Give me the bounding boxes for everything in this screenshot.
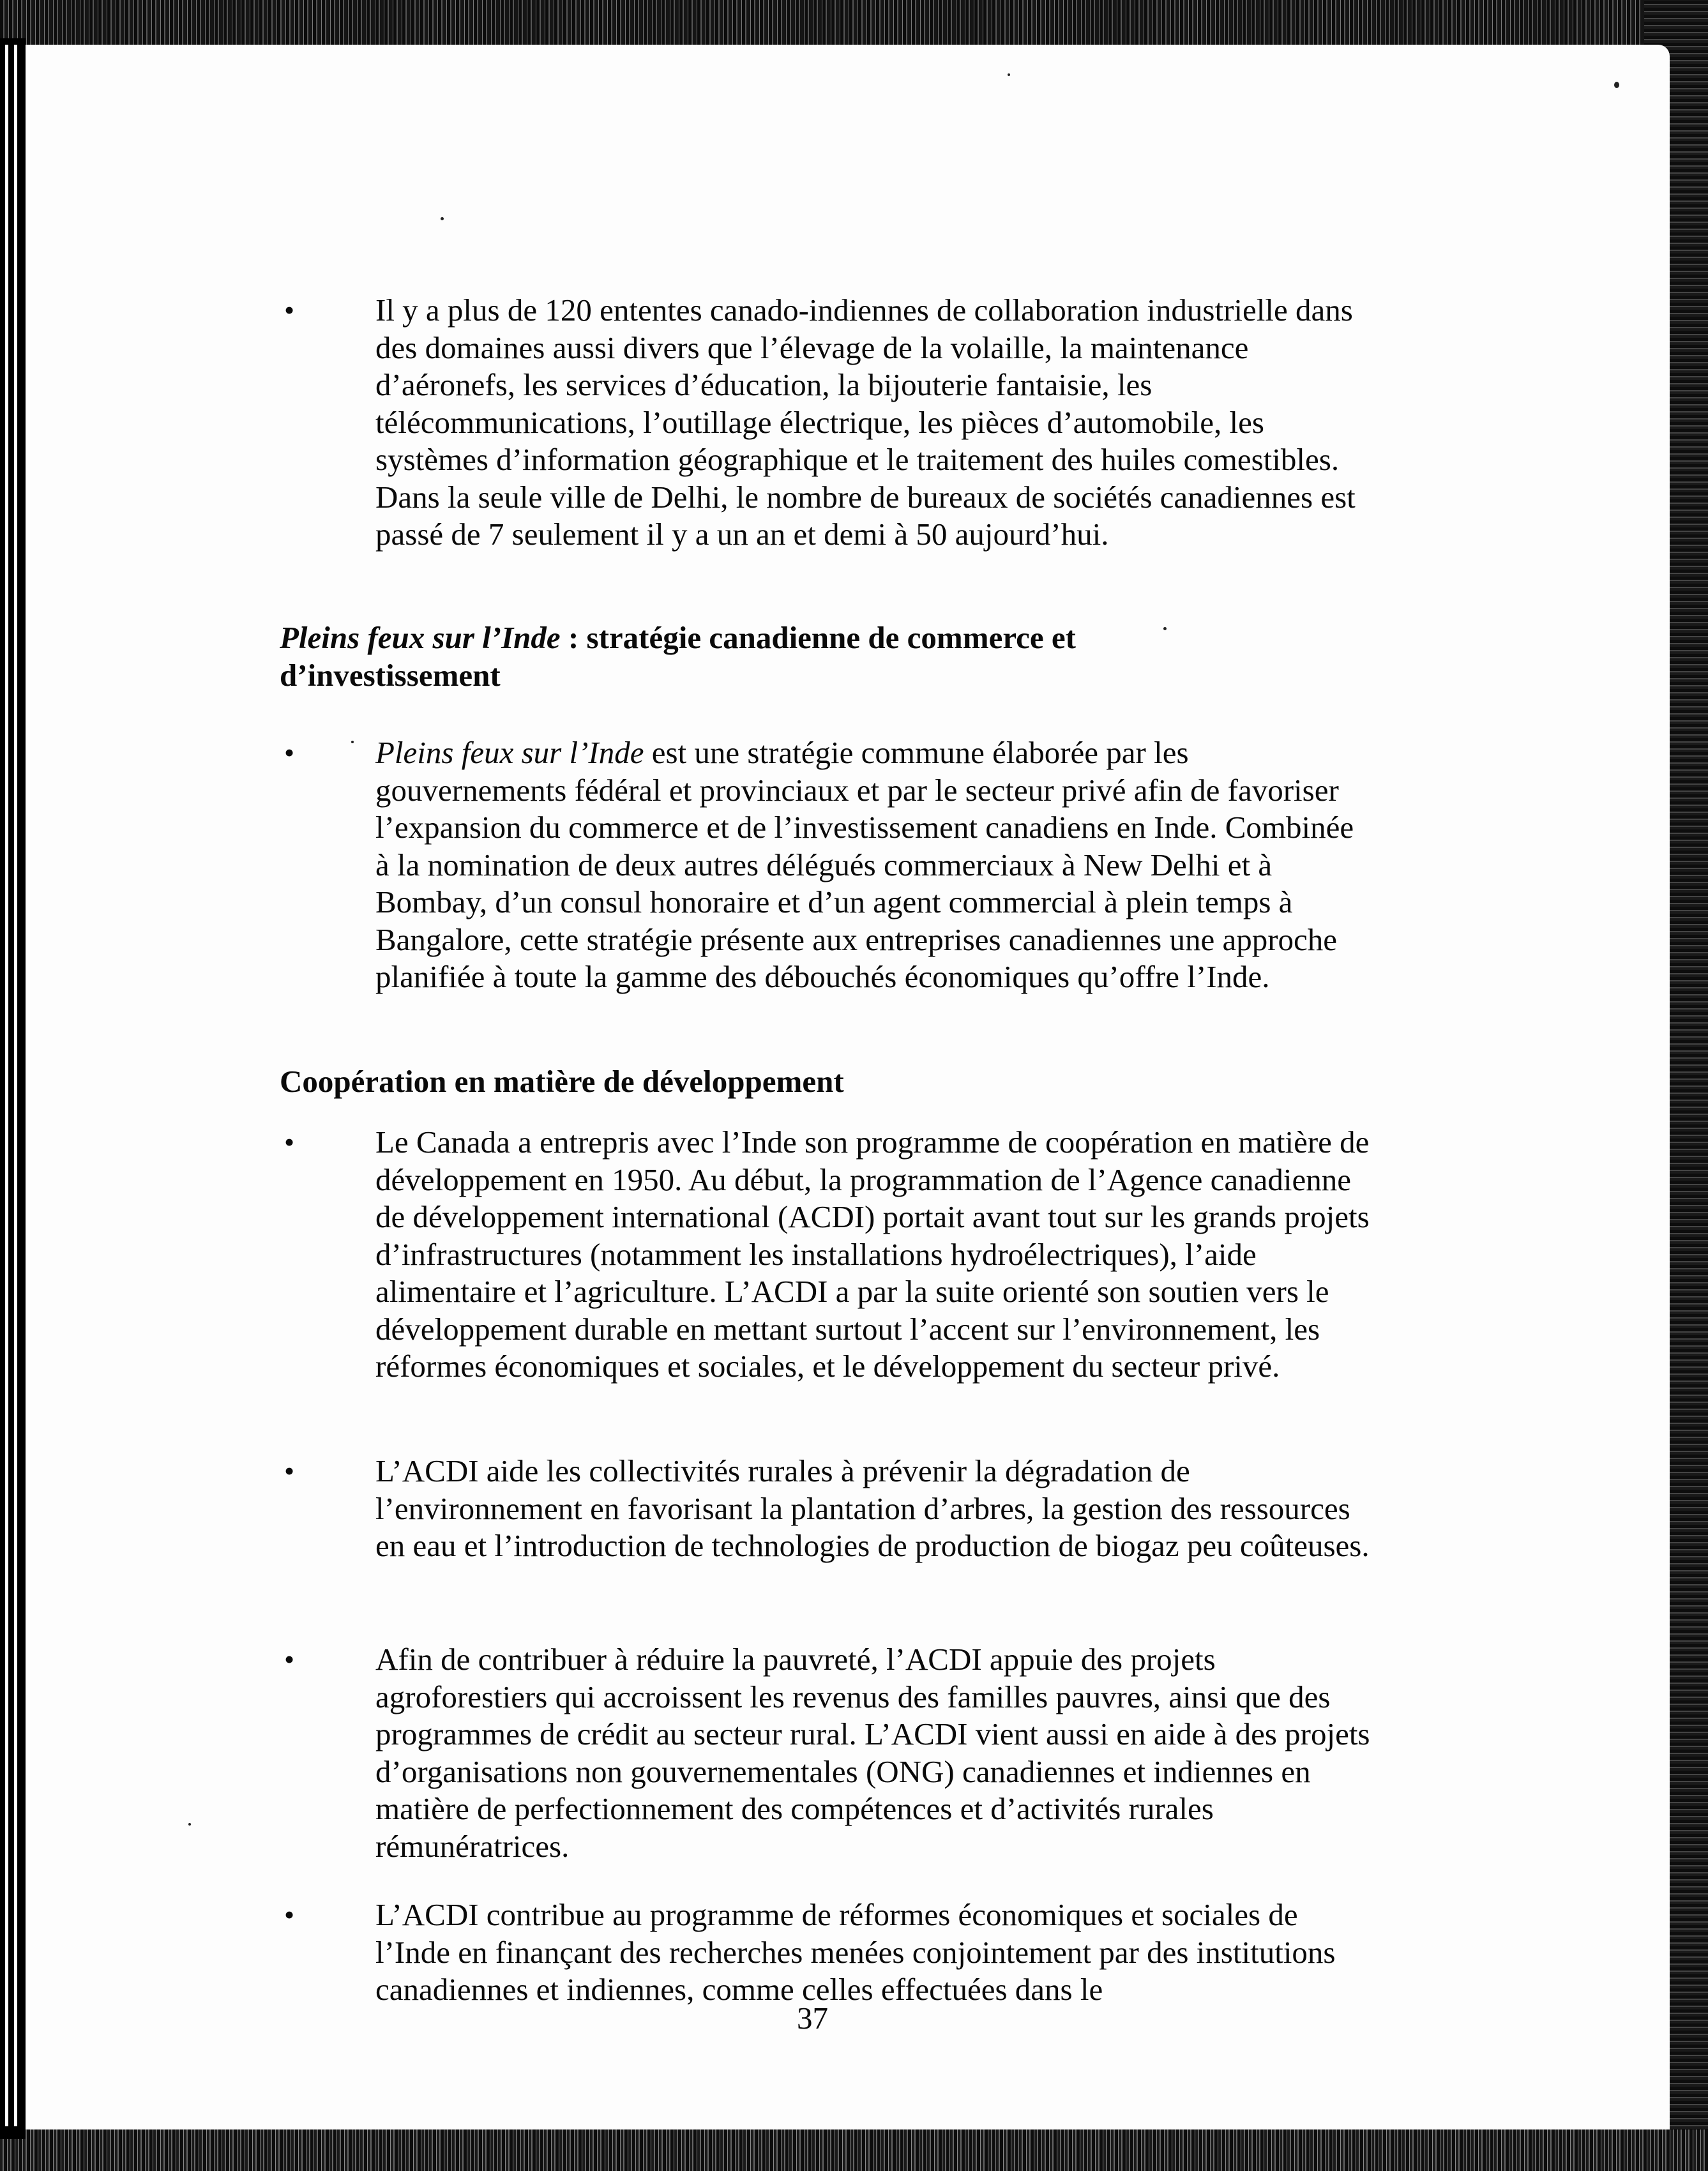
- bullet-paragraph: [375, 734, 1372, 996]
- page-number: 37: [797, 2001, 828, 2036]
- page-content: [26, 45, 1670, 2129]
- scan-speck: [351, 741, 354, 743]
- scan-speck: [441, 217, 444, 220]
- scan-speck: [1008, 73, 1010, 76]
- paragraph-text: est une stratégie commune élaborée par les gouvernements fédéral et provinciaux et par le secteur privé afin de favoriser l’expansion du commerce et de l’investissement canadiens en Inde. Combinée à la nomination de deux autres délégués commerciaux à New Delhi et à Bombay, d’un consul honoraire et d’un agent commercial à plein temps à Bangalore, cette stratégie présente aux entreprises canadiennes une approche planifiée à toute la gamme des débouchés économiques qu’offre l’Inde.: [375, 735, 1354, 994]
- binding-line: [14, 45, 17, 2126]
- section-heading: Coopération en matière de développement: [280, 1064, 844, 1099]
- binding-line: [5, 45, 8, 2126]
- scan-left-edge: [0, 38, 26, 2139]
- bullet-marker: •: [284, 1898, 295, 1931]
- bullet-marker: •: [284, 736, 295, 769]
- heading-text: : stratégie canadienne de commerce et d’investissement: [280, 620, 1076, 693]
- bullet-marker: •: [284, 1455, 295, 1487]
- scan-top-edge: [0, 0, 1708, 45]
- heading-italic: Pleins feux sur l’Inde: [280, 620, 561, 655]
- bullet-marker: •: [284, 1126, 295, 1158]
- document-page: [26, 45, 1670, 2129]
- bullet-paragraph: Il y a plus de 120 ententes canado-indiennes de collaboration industrielle dans des domaines aussi divers que l’élevage de la volaille, la maintenance d’aéronefs, les services d’éducation, la bijouterie fantaisie, les télécommunications, l’outillage électrique, les pièces d’automobile, les systèmes d’information géographique et le traitement des huiles comestibles. Dans la seule ville de Delhi, le nombre de bureaux de sociétés canadiennes est passé de 7 seulement il y a un an et demi à 50 aujourd’hui.: [375, 292, 1356, 552]
- bullet-paragraph: L’ACDI aide les collectivités rurales à prévenir la dégradation de l’environnement en favorisant la plantation d’arbres, la gestion des ressources en eau et l’introduction de technologies de production de biogaz peu coûteuses.: [375, 1453, 1370, 1563]
- paragraph-italic: Pleins feux sur l’Inde: [375, 735, 644, 770]
- scan-speck: [1614, 82, 1619, 88]
- bullet-paragraph: L’ACDI contribue au programme de réformes économiques et sociales de l’Inde en finançant des recherches menées conjointement par des institutions canadiennes et indiennes, comme celles effectuées dans le: [375, 1897, 1336, 2007]
- scan-bottom-edge: [0, 2129, 1708, 2171]
- bullet-paragraph: Le Canada a entrepris avec l’Inde son programme de coopération en matière de développement en 1950. Au début, la programmation de l’Agence canadienne de développement international (ACDI) portait avant tout sur les grands projets d’infrastructures (notamment les installations hydroélectriques), l’aide alimentaire et l’agriculture. L’ACDI a par la suite orienté son soutien vers le développement durable en mettant surtout l’accent sur l’environnement, les réformes économiques et sociales, et le développement du secteur privé.: [375, 1124, 1370, 1384]
- bullet-marker: •: [284, 294, 295, 326]
- section-heading: [280, 619, 1186, 694]
- bullet-paragraph: Afin de contribuer à réduire la pauvreté, l’ACDI appuie des projets agroforestiers qui accroissent les revenus des familles pauvres, ainsi que des programmes de crédit au secteur rural. L’ACDI vient aussi en aide à des projets d’organisations non gouvernementales (ONG) canadiennes et indiennes en matière de perfectionnement des compétences et d’activités rurales rémunératrices.: [375, 1642, 1370, 1864]
- bullet-marker: •: [284, 1643, 295, 1676]
- scan-speck: [188, 1823, 191, 1826]
